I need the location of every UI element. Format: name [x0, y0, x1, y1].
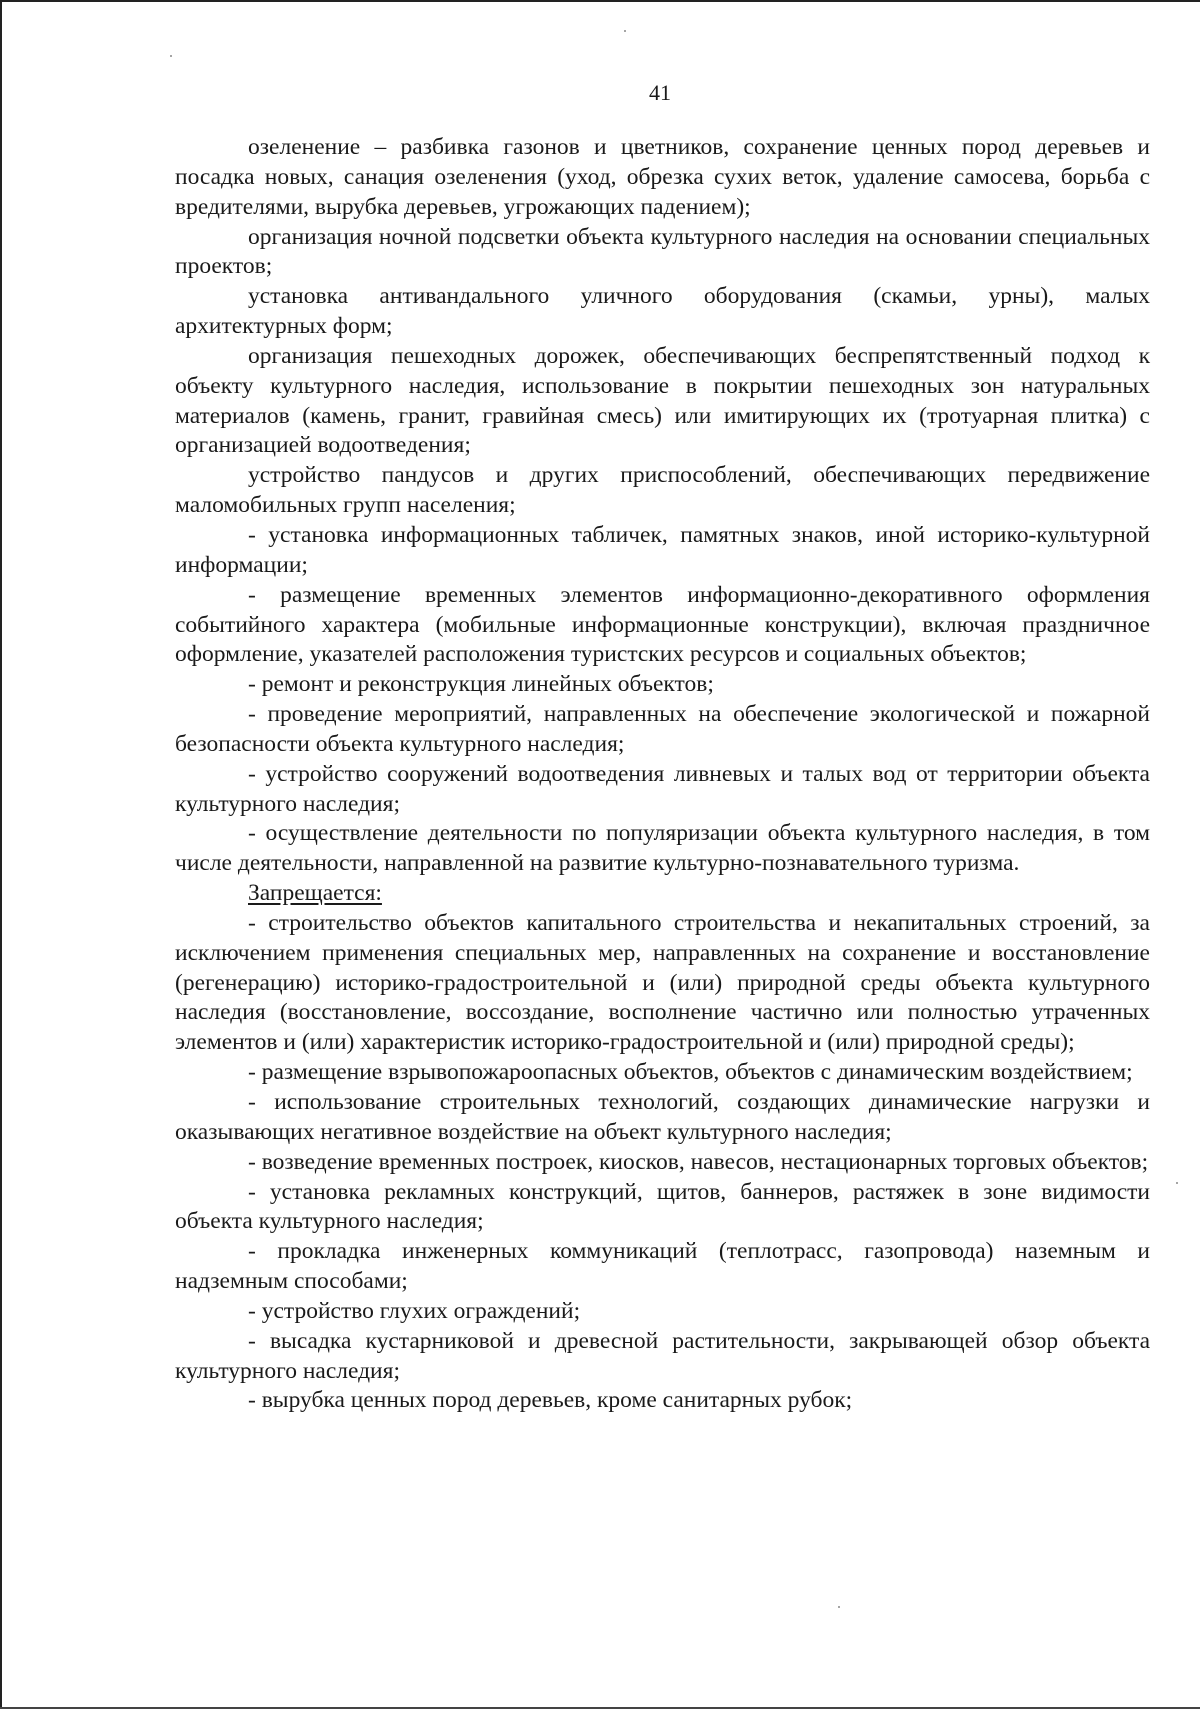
prohibited-item: - установка рекламных конструкций, щитов, баннеров, растяжек в зоне видимости объекта культурного наследия;: [175, 1178, 1150, 1235]
paragraph: - установка информационных табличек, памятных знаков, иной историко-культурной информации;: [175, 521, 1150, 578]
prohibited-heading: Запрещается:: [248, 880, 382, 907]
paragraph: - ремонт и реконструкция линейных объектов;: [248, 671, 714, 698]
paragraph: - проведение мероприятий, направленных на обеспечение экологической и пожарной безопасности объекта культурного наследия;: [175, 701, 1150, 757]
prohibited-item: - использование строительных технологий, создающих динамические нагрузки и оказывающих негативное воздействие на объект культурного наследия;: [175, 1089, 1150, 1145]
scan-edge-top: [0, 0, 1200, 2]
paragraph: озеленение – разбивка газонов и цветников, сохранение ценных пород деревьев и посадка новых, санация озеленения (уход, обрезка сухих веток, удаление самосева, борьба с вредителями, вырубка деревьев, угрожающих падением);: [175, 134, 1150, 220]
scan-speck: [624, 30, 626, 32]
prohibited-item: - высадка кустарниковой и древесной растительности, закрывающей обзор объекта культурного наследия;: [175, 1327, 1150, 1384]
prohibited-item: - вырубка ценных пород деревьев, кроме санитарных рубок;: [248, 1387, 853, 1414]
paragraph: устройство пандусов и других приспособлений, обеспечивающих передвижение маломобильных групп населения;: [175, 462, 1150, 519]
paragraph: - устройство сооружений водоотведения ливневых и талых вод от территории объекта культурного наследия;: [175, 760, 1150, 817]
scan-speck: [838, 1606, 840, 1608]
scan-speck: [1176, 1182, 1178, 1184]
prohibited-item: - размещение взрывопожароопасных объектов, объектов с динамическим воздействием;: [248, 1059, 1133, 1086]
page-number: 41: [649, 80, 671, 105]
paragraph: организация ночной подсветки объекта культурного наследия на основании специальных проектов;: [175, 223, 1150, 280]
scan-edge-left: [0, 0, 2, 1709]
paragraph: установка антивандального уличного оборудования (скамьи, урны), малых архитектурных форм;: [175, 283, 1150, 340]
scan-speck: [170, 55, 172, 57]
paragraph: - размещение временных элементов информационно-декоративного оформления событийного характера (мобильные информационные конструкции), включая праздничное оформление, указателей расположения туристских ресурсов и социальных объектов;: [175, 581, 1150, 668]
document-body: [175, 133, 1150, 1416]
prohibited-item: - устройство глухих ограждений;: [248, 1297, 581, 1324]
prohibited-item: - прокладка инженерных коммуникаций (теплотрасс, газопровода) наземным и надземным способами;: [175, 1238, 1150, 1295]
paragraph: - осуществление деятельности по популяризации объекта культурного наследия, в том числе деятельности, направленной на развитие культурно-познавательного туризма.: [175, 820, 1150, 877]
prohibited-item: - возведение временных построек, киосков, навесов, нестационарных торговых объектов;: [248, 1148, 1149, 1175]
paragraph: организация пешеходных дорожек, обеспечивающих беспрепятственный подход к объекту культурного наследия, использование в покрытии пешеходных зон натуральных материалов (камень, гранит, гравийная смесь) или имитирующих их (тротуарная плитка) с организацией водоотведения;: [175, 342, 1150, 459]
prohibited-item: - строительство объектов капитального строительства и некапитальных строений, за исключением применения специальных мер, направленных на сохранение и восстановление (регенерацию) историко-градостроительной и (или) природной среды объекта культурного наследия (восстановление, воссоздание, восполнение частично или полностью утраченных элементов и (или) характеристик историко-градостроительной и (или) природной среды);: [175, 909, 1150, 1056]
